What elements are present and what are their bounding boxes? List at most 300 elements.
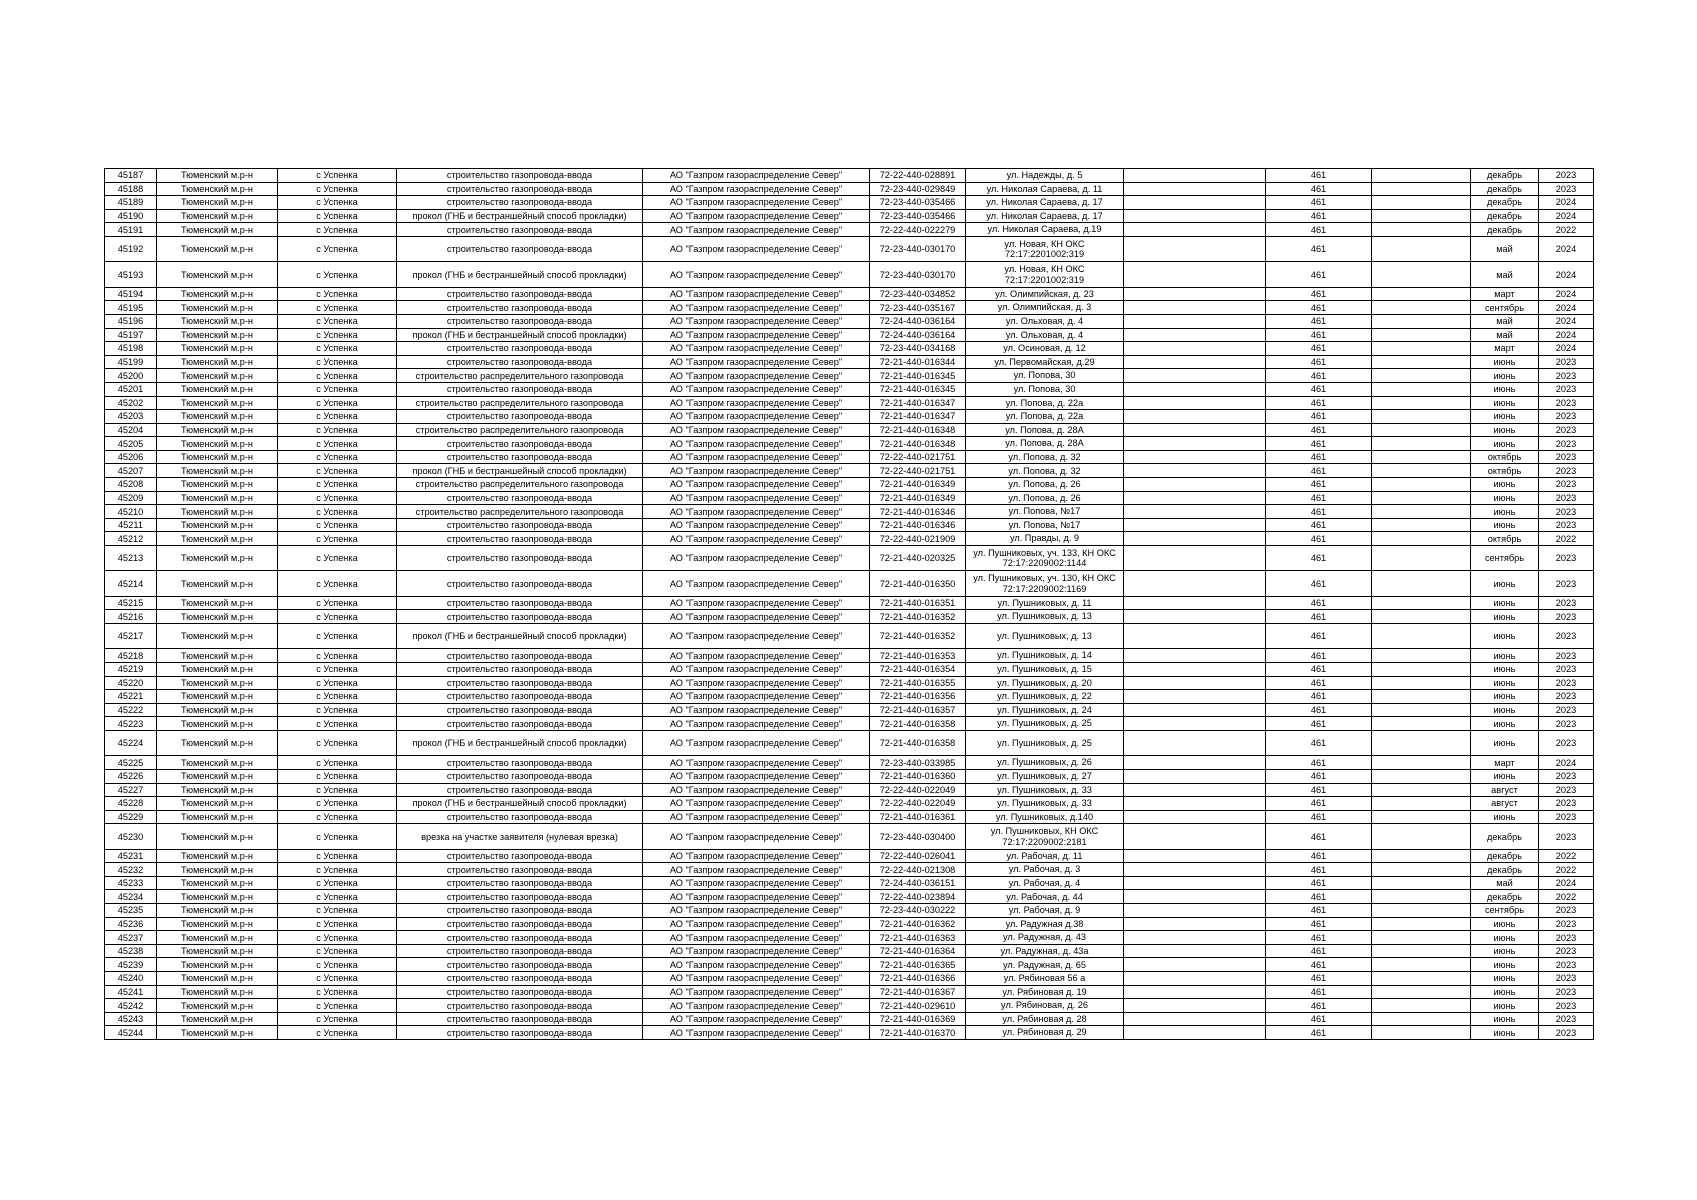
cell-number: 72-22-440-022279 [870,223,966,237]
cell-settlement: с Успенка [278,958,397,972]
cell-work-type: строительство газопровода-ввода [397,610,643,624]
cell-work-type: строительство газопровода-ввода [397,182,643,196]
cell-organization: АО "Газпром газораспределение Север" [643,382,870,396]
cell-work-type: строительство газопровода-ввода [397,236,643,261]
table-row [105,236,1594,261]
cell-organization: АО "Газпром газораспределение Север" [643,546,870,571]
cell-empty [1124,797,1266,811]
cell-year: 2023 [1539,972,1594,986]
cell-empty [1124,491,1266,505]
cell-empty [1372,355,1471,369]
cell-empty [1372,532,1471,546]
cell-year: 2023 [1539,182,1594,196]
cell-settlement: с Успенка [278,972,397,986]
cell-number: 72-22-440-022049 [870,797,966,811]
cell-address: ул. Пушниковых, д. 20 [966,676,1124,690]
cell-code: 461 [1266,262,1372,287]
cell-work-type: строительство газопровода-ввода [397,518,643,532]
cell-id: 45226 [105,769,157,783]
cell-empty [1124,532,1266,546]
cell-code: 461 [1266,703,1372,717]
cell-number: 72-21-440-016358 [870,717,966,731]
cell-work-type: строительство газопровода-ввода [397,999,643,1013]
cell-id: 45215 [105,596,157,610]
cell-empty [1372,236,1471,261]
cell-settlement: с Успенка [278,783,397,797]
cell-organization: АО "Газпром газораспределение Север" [643,287,870,301]
cell-number: 72-21-440-016351 [870,596,966,610]
cell-code: 461 [1266,532,1372,546]
table-row [105,532,1594,546]
cell-address: ул. Попова, д. 28А [966,423,1124,437]
cell-settlement: с Успенка [278,505,397,519]
cell-code: 461 [1266,342,1372,356]
cell-district: Тюменский м.р-н [157,505,278,519]
cell-id: 45207 [105,464,157,478]
cell-code: 461 [1266,824,1372,849]
cell-month: июнь [1471,396,1539,410]
cell-district: Тюменский м.р-н [157,314,278,328]
cell-code: 461 [1266,518,1372,532]
cell-settlement: с Успенка [278,342,397,356]
cell-code: 461 [1266,624,1372,649]
cell-code: 461 [1266,423,1372,437]
cell-district: Тюменский м.р-н [157,301,278,315]
cell-address: ул. Пушниковых, д. 13 [966,610,1124,624]
cell-month: июнь [1471,972,1539,986]
cell-work-type: строительство газопровода-ввода [397,342,643,356]
cell-work-type: прокол (ГНБ и бестраншейный способ прокладки) [397,328,643,342]
cell-organization: АО "Газпром газораспределение Север" [643,876,870,890]
table-row [105,382,1594,396]
cell-work-type: строительство газопровода-ввода [397,410,643,424]
cell-organization: АО "Газпром газораспределение Север" [643,958,870,972]
cell-empty [1124,624,1266,649]
cell-empty [1124,518,1266,532]
cell-year: 2023 [1539,437,1594,451]
cell-settlement: с Успенка [278,810,397,824]
cell-district: Тюменский м.р-н [157,262,278,287]
cell-number: 72-24-440-036151 [870,876,966,890]
cell-work-type: строительство газопровода-ввода [397,972,643,986]
cell-settlement: с Успенка [278,890,397,904]
cell-empty [1124,169,1266,183]
cell-organization: АО "Газпром газораспределение Север" [643,1012,870,1026]
cell-year: 2023 [1539,410,1594,424]
cell-district: Тюменский м.р-н [157,518,278,532]
cell-work-type: строительство газопровода-ввода [397,1012,643,1026]
cell-address: ул. Пушниковых, КН ОКС 72:17:2209002:2181 [966,824,1124,849]
cell-empty [1124,730,1266,755]
cell-district: Тюменский м.р-н [157,610,278,624]
cell-empty [1372,797,1471,811]
cell-address: ул. Пушниковых, д. 33 [966,797,1124,811]
cell-work-type: строительство газопровода-ввода [397,890,643,904]
cell-address: ул. Пушниковых, д. 27 [966,769,1124,783]
cell-month: май [1471,262,1539,287]
table-row [105,518,1594,532]
cell-id: 45241 [105,985,157,999]
cell-organization: АО "Газпром газораспределение Север" [643,824,870,849]
cell-district: Тюменский м.р-н [157,596,278,610]
cell-year: 2023 [1539,703,1594,717]
cell-address: ул. Николая Сараева, д. 17 [966,209,1124,223]
cell-settlement: с Успенка [278,985,397,999]
cell-month: июнь [1471,676,1539,690]
cell-empty [1372,571,1471,596]
cell-settlement: с Успенка [278,931,397,945]
cell-code: 461 [1266,236,1372,261]
cell-id: 45239 [105,958,157,972]
cell-district: Тюменский м.р-н [157,890,278,904]
cell-work-type: строительство газопровода-ввода [397,314,643,328]
cell-empty [1124,478,1266,492]
cell-id: 45219 [105,662,157,676]
cell-empty [1124,314,1266,328]
cell-empty [1372,824,1471,849]
cell-work-type: строительство распределительного газопровода [397,478,643,492]
cell-id: 45240 [105,972,157,986]
cell-number: 72-21-440-016356 [870,690,966,704]
cell-id: 45222 [105,703,157,717]
cell-empty [1372,505,1471,519]
cell-number: 72-21-440-016358 [870,730,966,755]
cell-code: 461 [1266,769,1372,783]
cell-month: август [1471,797,1539,811]
cell-empty [1124,287,1266,301]
cell-number: 72-23-440-035466 [870,209,966,223]
cell-empty [1372,450,1471,464]
cell-address: ул. Правды, д. 9 [966,532,1124,546]
cell-organization: АО "Газпром газораспределение Север" [643,532,870,546]
cell-work-type: прокол (ГНБ и бестраншейный способ прокладки) [397,209,643,223]
cell-settlement: с Успенка [278,223,397,237]
cell-id: 45190 [105,209,157,223]
cell-code: 461 [1266,369,1372,383]
cell-number: 72-21-440-016346 [870,505,966,519]
cell-empty [1372,756,1471,770]
cell-settlement: с Успенка [278,396,397,410]
cell-code: 461 [1266,610,1372,624]
cell-district: Тюменский м.р-н [157,783,278,797]
cell-settlement: с Успенка [278,196,397,210]
cell-id: 45230 [105,824,157,849]
cell-id: 45196 [105,314,157,328]
table-row [105,450,1594,464]
cell-year: 2024 [1539,262,1594,287]
cell-code: 461 [1266,437,1372,451]
cell-code: 461 [1266,410,1372,424]
cell-district: Тюменский м.р-н [157,999,278,1013]
cell-id: 45191 [105,223,157,237]
cell-year: 2023 [1539,478,1594,492]
cell-district: Тюменский м.р-н [157,450,278,464]
table-row [105,505,1594,519]
cell-year: 2023 [1539,1012,1594,1026]
cell-number: 72-23-440-034168 [870,342,966,356]
cell-id: 45213 [105,546,157,571]
cell-empty [1124,450,1266,464]
cell-empty [1124,505,1266,519]
cell-code: 461 [1266,985,1372,999]
cell-address: ул. Пушниковых, д. 13 [966,624,1124,649]
cell-code: 461 [1266,690,1372,704]
cell-code: 461 [1266,169,1372,183]
cell-month: июнь [1471,917,1539,931]
cell-id: 45214 [105,571,157,596]
cell-number: 72-22-440-021308 [870,863,966,877]
cell-address: ул. Рабочая, д. 4 [966,876,1124,890]
cell-address: ул. Ольховая, д. 4 [966,314,1124,328]
table-row [105,196,1594,210]
cell-id: 45187 [105,169,157,183]
cell-month: июнь [1471,382,1539,396]
cell-month: май [1471,876,1539,890]
cell-organization: АО "Газпром газораспределение Север" [643,518,870,532]
cell-organization: АО "Газпром газораспределение Север" [643,505,870,519]
table-row [105,287,1594,301]
cell-year: 2023 [1539,546,1594,571]
cell-work-type: прокол (ГНБ и бестраншейный способ прокладки) [397,464,643,478]
cell-empty [1372,610,1471,624]
cell-number: 72-21-440-029610 [870,999,966,1013]
cell-empty [1124,824,1266,849]
cell-empty [1372,676,1471,690]
cell-empty [1372,769,1471,783]
cell-code: 461 [1266,1012,1372,1026]
cell-year: 2023 [1539,797,1594,811]
cell-district: Тюменский м.р-н [157,769,278,783]
cell-address: ул. Пушниковых, д. 14 [966,649,1124,663]
cell-number: 72-24-440-036164 [870,328,966,342]
table-row [105,890,1594,904]
cell-work-type: прокол (ГНБ и бестраншейный способ прокладки) [397,262,643,287]
table-row [105,904,1594,918]
cell-year: 2024 [1539,236,1594,261]
cell-id: 45232 [105,863,157,877]
cell-empty [1124,223,1266,237]
cell-address: ул. Надежды, д. 5 [966,169,1124,183]
cell-work-type: строительство газопровода-ввода [397,596,643,610]
cell-id: 45235 [105,904,157,918]
cell-organization: АО "Газпром газораспределение Север" [643,985,870,999]
cell-month: декабрь [1471,209,1539,223]
cell-month: март [1471,756,1539,770]
cell-year: 2024 [1539,314,1594,328]
cell-settlement: с Успенка [278,999,397,1013]
cell-month: июнь [1471,662,1539,676]
cell-work-type: строительство газопровода-ввода [397,196,643,210]
cell-month: июнь [1471,649,1539,663]
cell-district: Тюменский м.р-н [157,944,278,958]
cell-work-type: строительство газопровода-ввода [397,546,643,571]
cell-organization: АО "Газпром газораспределение Север" [643,662,870,676]
cell-id: 45220 [105,676,157,690]
cell-id: 45206 [105,450,157,464]
cell-month: июнь [1471,596,1539,610]
cell-address: ул. Николая Сараева, д. 17 [966,196,1124,210]
cell-district: Тюменский м.р-н [157,478,278,492]
cell-code: 461 [1266,464,1372,478]
cell-month: март [1471,342,1539,356]
table-row [105,1012,1594,1026]
table-row [105,464,1594,478]
cell-empty [1372,287,1471,301]
cell-empty [1372,624,1471,649]
table-row [105,596,1594,610]
cell-organization: АО "Газпром газораспределение Север" [643,491,870,505]
cell-number: 72-22-440-021909 [870,532,966,546]
cell-work-type: прокол (ГНБ и бестраншейный способ прокладки) [397,797,643,811]
cell-number: 72-22-440-021751 [870,464,966,478]
cell-address: ул. Рябиновая, д. 26 [966,999,1124,1013]
cell-month: июнь [1471,769,1539,783]
cell-month: июнь [1471,985,1539,999]
cell-number: 72-22-440-021751 [870,450,966,464]
cell-settlement: с Успенка [278,649,397,663]
cell-settlement: с Успенка [278,876,397,890]
cell-id: 45231 [105,849,157,863]
cell-district: Тюменский м.р-н [157,196,278,210]
cell-empty [1124,355,1266,369]
cell-id: 45192 [105,236,157,261]
cell-organization: АО "Газпром газораспределение Север" [643,649,870,663]
cell-number: 72-21-440-016349 [870,491,966,505]
table-row [105,571,1594,596]
cell-address: ул. Пушниковых, д. 26 [966,756,1124,770]
cell-id: 45195 [105,301,157,315]
cell-id: 45217 [105,624,157,649]
cell-empty [1372,876,1471,890]
cell-number: 72-21-440-016362 [870,917,966,931]
cell-number: 72-23-440-035466 [870,196,966,210]
cell-number: 72-21-440-016345 [870,369,966,383]
cell-address: ул. Рябиновая д. 19 [966,985,1124,999]
cell-organization: АО "Газпром газораспределение Север" [643,703,870,717]
cell-year: 2023 [1539,649,1594,663]
cell-address: ул. Попова, д. 32 [966,464,1124,478]
cell-year: 2023 [1539,676,1594,690]
cell-settlement: с Успенка [278,382,397,396]
cell-year: 2023 [1539,396,1594,410]
cell-empty [1124,423,1266,437]
cell-month: декабрь [1471,182,1539,196]
cell-number: 72-21-440-020325 [870,546,966,571]
cell-empty [1124,342,1266,356]
cell-empty [1372,863,1471,877]
cell-code: 461 [1266,849,1372,863]
cell-month: декабрь [1471,824,1539,849]
cell-number: 72-21-440-016344 [870,355,966,369]
table-row [105,810,1594,824]
cell-settlement: с Успенка [278,717,397,731]
cell-settlement: с Успенка [278,1026,397,1040]
cell-year: 2023 [1539,518,1594,532]
cell-empty [1372,999,1471,1013]
cell-empty [1372,223,1471,237]
cell-empty [1372,917,1471,931]
cell-number: 72-21-440-016360 [870,769,966,783]
cell-district: Тюменский м.р-н [157,972,278,986]
cell-code: 461 [1266,1026,1372,1040]
cell-code: 461 [1266,396,1372,410]
cell-number: 72-22-440-028891 [870,169,966,183]
table-row [105,999,1594,1013]
cell-id: 45233 [105,876,157,890]
cell-month: июнь [1471,478,1539,492]
cell-organization: АО "Газпром газораспределение Север" [643,182,870,196]
cell-organization: АО "Газпром газораспределение Север" [643,904,870,918]
cell-empty [1372,410,1471,424]
cell-number: 72-23-440-030170 [870,236,966,261]
cell-empty [1124,1012,1266,1026]
cell-code: 461 [1266,382,1372,396]
cell-work-type: строительство газопровода-ввода [397,1026,643,1040]
cell-address: ул. Рябиновая д. 28 [966,1012,1124,1026]
cell-organization: АО "Газпром газораспределение Север" [643,863,870,877]
cell-id: 45209 [105,491,157,505]
cell-number: 72-22-440-026041 [870,849,966,863]
cell-empty [1124,571,1266,596]
cell-id: 45221 [105,690,157,704]
cell-month: июнь [1471,1026,1539,1040]
cell-district: Тюменский м.р-н [157,423,278,437]
cell-code: 461 [1266,958,1372,972]
cell-id: 45242 [105,999,157,1013]
cell-organization: АО "Газпром газораспределение Север" [643,917,870,931]
cell-id: 45228 [105,797,157,811]
cell-district: Тюменский м.р-н [157,876,278,890]
cell-work-type: строительство газопровода-ввода [397,810,643,824]
cell-district: Тюменский м.р-н [157,810,278,824]
cell-organization: АО "Газпром газораспределение Север" [643,769,870,783]
cell-district: Тюменский м.р-н [157,931,278,945]
cell-settlement: с Успенка [278,169,397,183]
cell-work-type: строительство газопровода-ввода [397,301,643,315]
table-row [105,546,1594,571]
cell-organization: АО "Газпром газораспределение Север" [643,944,870,958]
cell-number: 72-22-440-022049 [870,783,966,797]
cell-settlement: с Успенка [278,676,397,690]
cell-organization: АО "Газпром газораспределение Север" [643,610,870,624]
cell-settlement: с Успенка [278,904,397,918]
cell-year: 2022 [1539,223,1594,237]
cell-month: март [1471,287,1539,301]
cell-empty [1372,972,1471,986]
cell-code: 461 [1266,478,1372,492]
cell-year: 2023 [1539,783,1594,797]
cell-month: декабрь [1471,196,1539,210]
table-row [105,849,1594,863]
cell-organization: АО "Газпром газораспределение Север" [643,410,870,424]
cell-organization: АО "Газпром газораспределение Север" [643,196,870,210]
cell-empty [1124,769,1266,783]
cell-empty [1124,209,1266,223]
cell-id: 45200 [105,369,157,383]
cell-year: 2023 [1539,730,1594,755]
cell-settlement: с Успенка [278,262,397,287]
cell-address: ул. Попова, д. 32 [966,450,1124,464]
table-row [105,876,1594,890]
cell-number: 72-24-440-036164 [870,314,966,328]
cell-address: ул. Пушниковых, д. 15 [966,662,1124,676]
cell-year: 2024 [1539,342,1594,356]
cell-year: 2024 [1539,876,1594,890]
cell-organization: АО "Газпром газораспределение Север" [643,314,870,328]
cell-settlement: с Успенка [278,944,397,958]
cell-month: декабрь [1471,890,1539,904]
cell-work-type: строительство газопровода-ввода [397,769,643,783]
